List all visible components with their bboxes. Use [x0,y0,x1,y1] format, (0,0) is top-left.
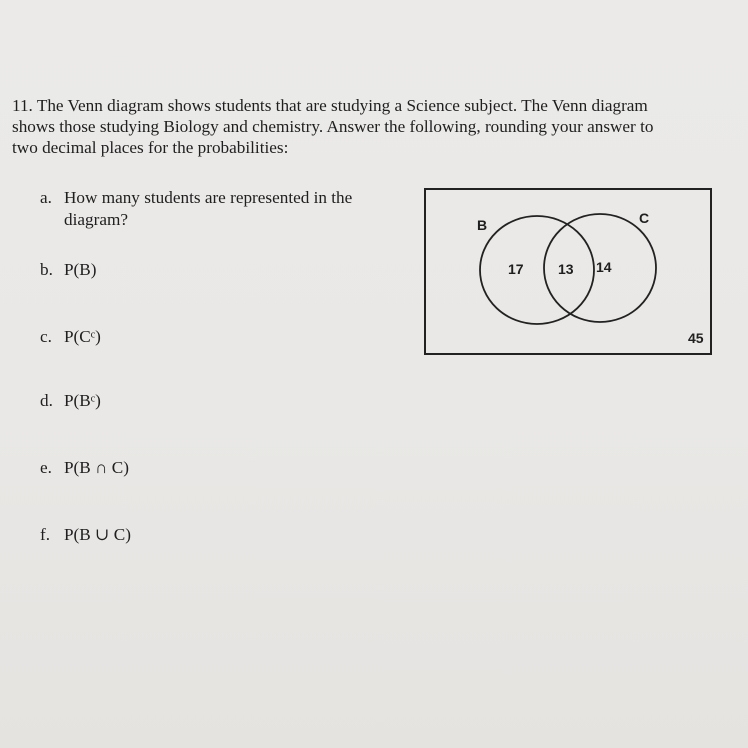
question-c-text: P(Cᶜ) [64,327,101,346]
question-a-text-line-2: diagram? [64,210,128,229]
problem-statement [12,95,712,158]
region-intersection: 13 [558,261,574,277]
question-f-text: P(B ∪ C) [64,525,131,544]
question-e [40,457,129,479]
problem-line-3: two decimal places for the probabilities: [12,138,289,157]
problem-line-1: 11. The Venn diagram shows students that are studying a Science subject. The Venn diagram [12,96,648,115]
question-d-text: P(Bᶜ) [64,391,101,410]
region-b-only: 17 [508,261,524,277]
question-c-letter: c. [40,327,52,346]
bleed-through-texture [0,40,748,60]
question-a [40,187,352,231]
question-b [40,259,96,281]
question-f [40,524,131,546]
set-c-label: C [639,210,650,226]
question-d-letter: d. [40,391,53,410]
venn-diagram [424,188,712,355]
set-b-label: B [477,217,488,233]
question-c [40,326,101,348]
question-f-letter: f. [40,525,51,544]
question-d [40,390,101,412]
question-b-letter: b. [40,260,53,279]
question-e-text: P(B ∩ C) [64,458,129,477]
region-outside: 45 [688,330,704,346]
problem-line-2: shows those studying Biology and chemistry. Answer the following, rounding your answer to [12,117,654,136]
circle-b [480,216,594,324]
question-e-letter: e. [40,458,52,477]
question-a-text-line-1: How many students are represented in the [64,188,353,207]
region-c-only: 14 [596,259,612,275]
question-a-letter: a. [40,188,52,207]
question-b-text: P(B) [64,260,97,279]
